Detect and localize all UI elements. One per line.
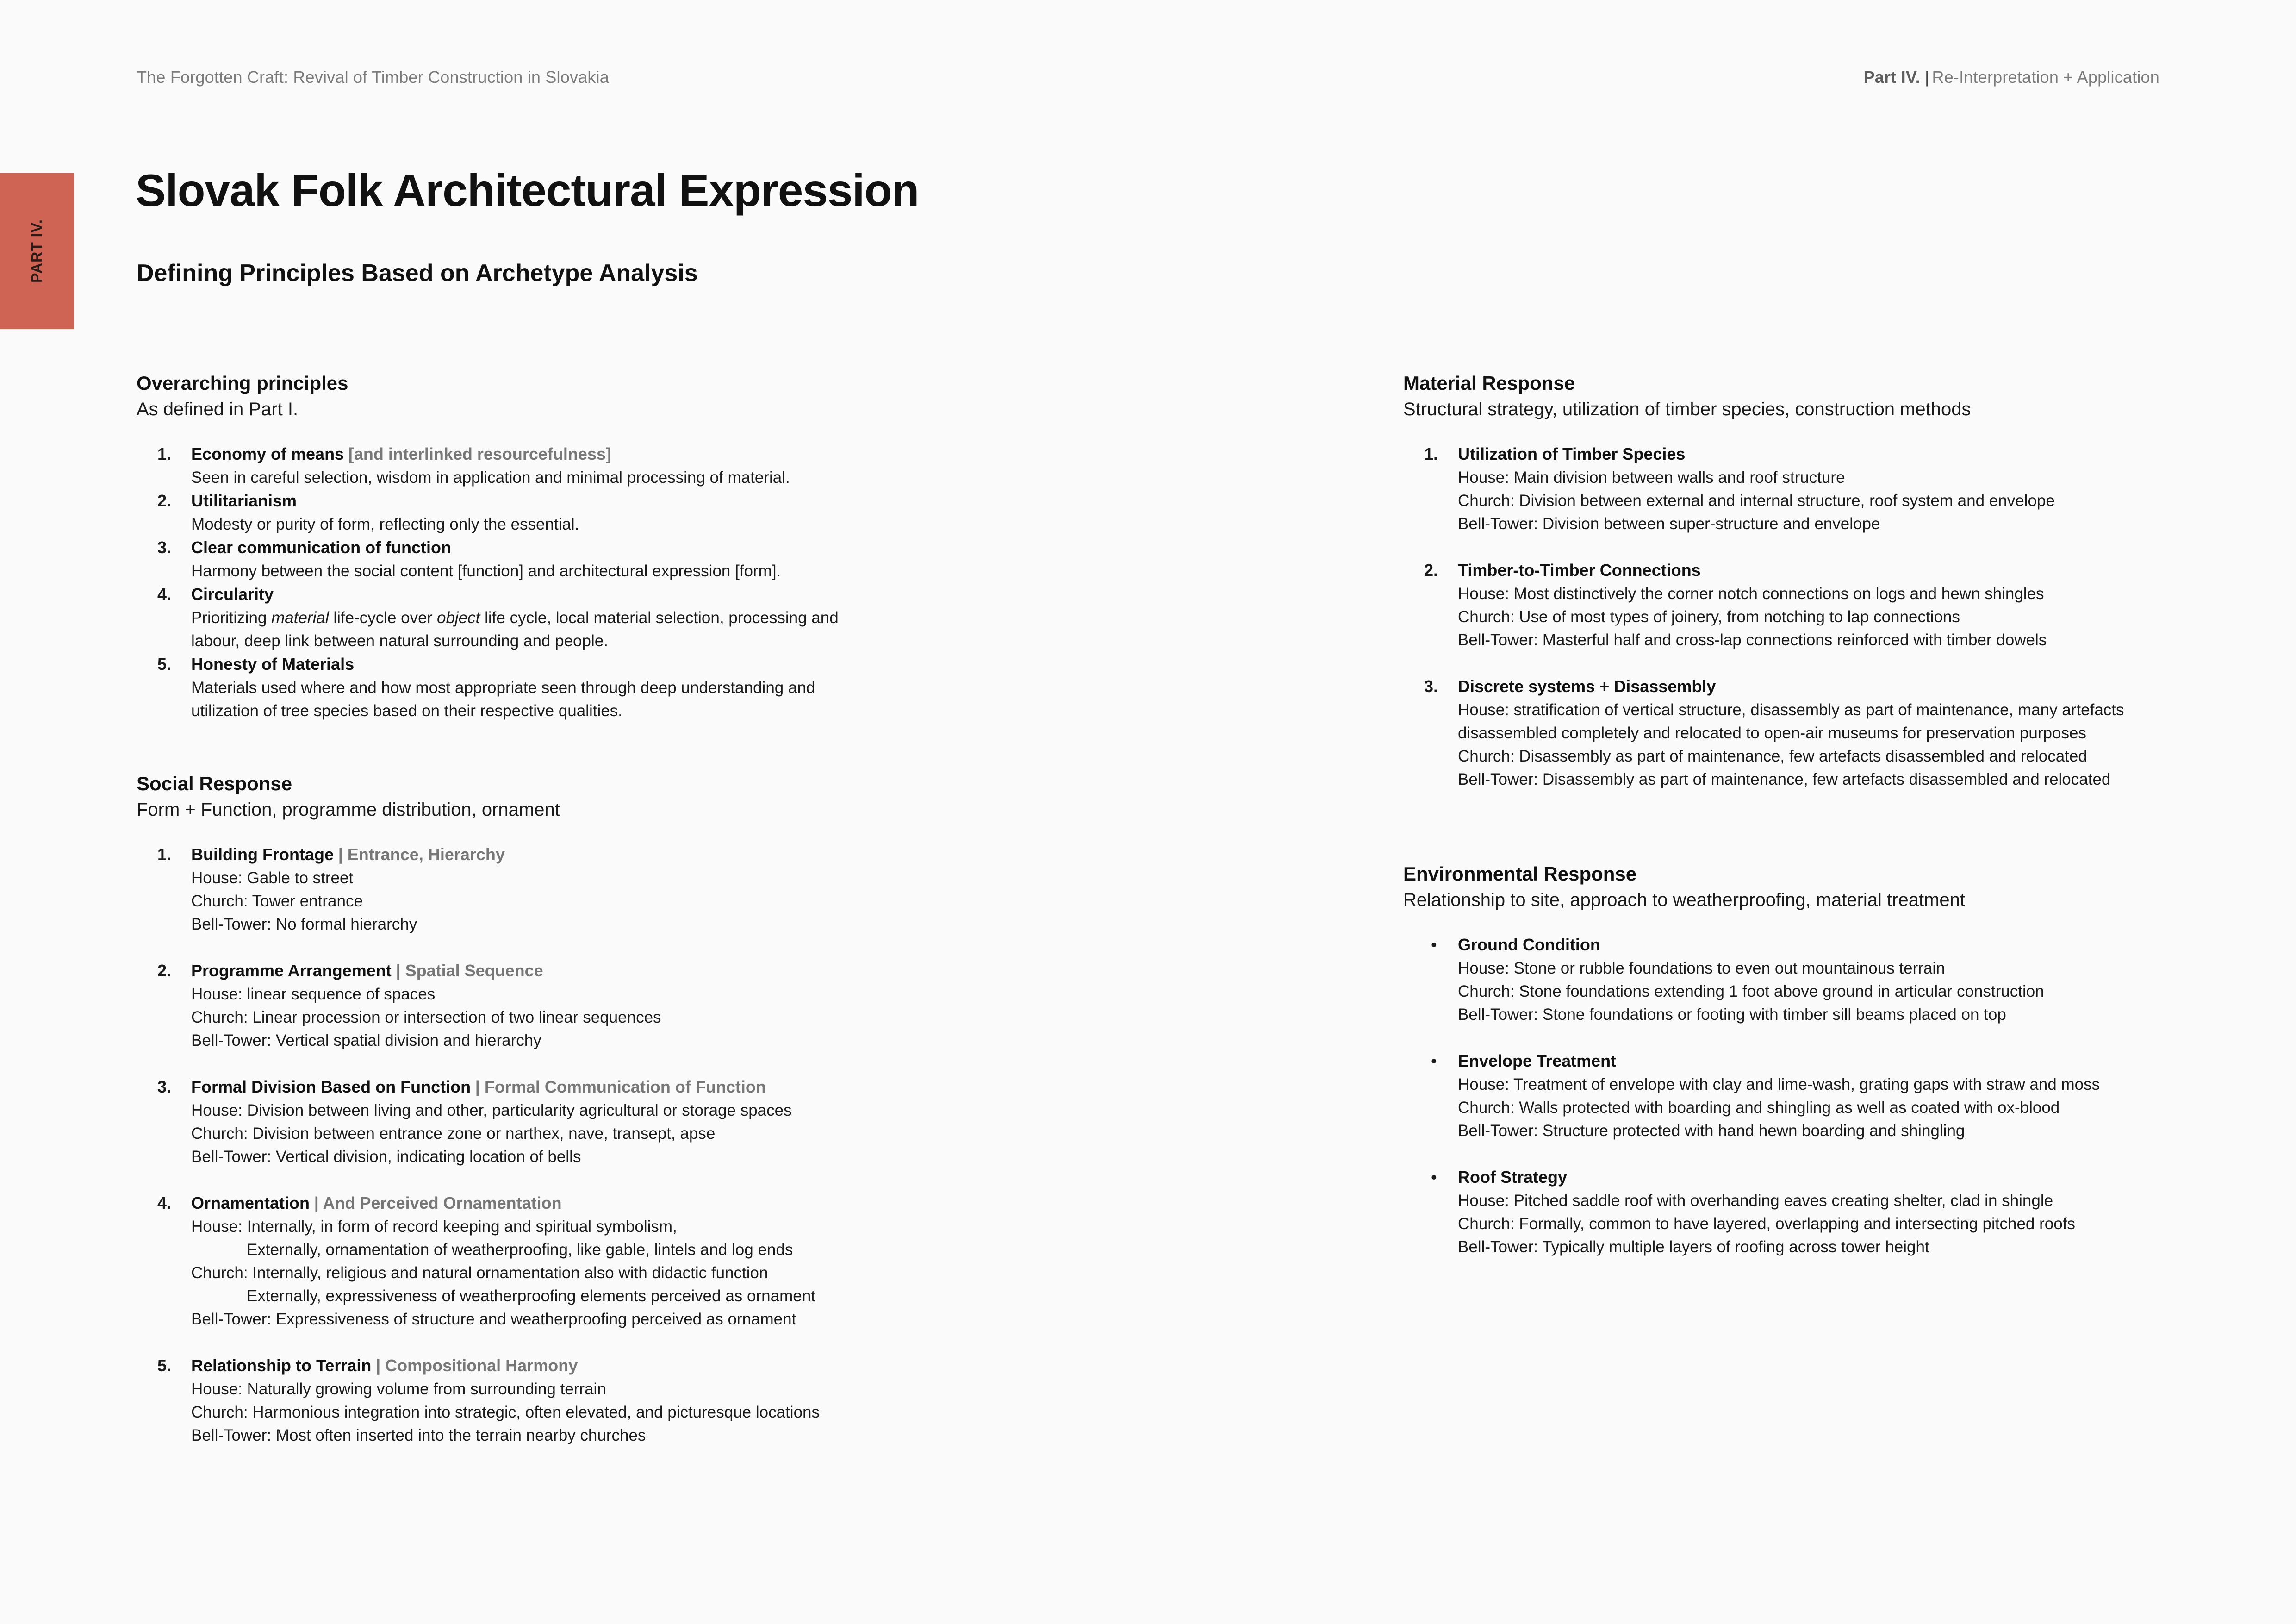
part-side-tab	[0, 173, 74, 329]
item-number: 4.	[157, 1193, 172, 1212]
item-text: Bell-Tower: Expressiveness of structure and weatherproofing perceived as ornament	[191, 1310, 796, 1328]
item-title: Building Frontage	[191, 845, 334, 864]
item-tag: | Spatial Sequence	[396, 961, 543, 980]
list-item	[137, 843, 1016, 936]
item-text: Materials used where and how most appropriate seen through deep understanding and	[191, 679, 815, 697]
item-text: Bell-Tower: Stone foundations or footing with timber sill beams placed on top	[1458, 1006, 2006, 1024]
item-text: Church: Walls protected with boarding and shingling as well as coated with ox-blood	[1458, 1099, 2060, 1117]
item-text: Church: Division between external and internal structure, roof system and envelope	[1458, 492, 2055, 510]
item-text: Externally, ornamentation of weatherproofing, like gable, lintels and log ends	[247, 1241, 793, 1259]
list-item	[137, 583, 1016, 653]
header-separator: |	[1924, 68, 1929, 87]
item-text: Bell-Tower: Most often inserted into the terrain nearby churches	[191, 1426, 646, 1444]
page-title: Slovak Folk Architectural Expression	[136, 165, 919, 216]
list-item	[1403, 559, 2283, 652]
emphasis-text: material	[271, 609, 329, 627]
list-item	[137, 1354, 1016, 1447]
section-material-response	[1403, 370, 2283, 791]
item-title: Timber-to-Timber Connections	[1458, 561, 1701, 580]
item-text: Bell-Tower: Masterful half and cross-lap connections reinforced with timber dowels	[1458, 631, 2047, 649]
item-text: House: Stone or rubble foundations to even out mountainous terrain	[1458, 959, 1945, 977]
item-text: Church: Disassembly as part of maintenance, few artefacts disassembled and relocated	[1458, 747, 2087, 765]
list-item	[137, 959, 1016, 1052]
item-number: 2.	[157, 961, 172, 980]
item-text: disassembled completely and relocated to open-air museums for preservation purposes	[1458, 724, 2086, 742]
item-text: Church: Stone foundations extending 1 foot above ground in articular construction	[1458, 982, 2044, 1000]
item-text: House: linear sequence of spaces	[191, 985, 436, 1003]
item-number: 5.	[157, 655, 172, 674]
item-text: Bell-Tower: Structure protected with hand hewn boarding and shingling	[1458, 1122, 1965, 1140]
list-item	[137, 489, 1016, 536]
item-number: 1.	[157, 444, 172, 463]
item-text: labour, deep link between natural surrounding and people.	[191, 632, 608, 650]
section-heading: Environmental Response	[1403, 863, 1637, 885]
item-text: House: stratification of vertical structure, disassembly as part of maintenance, many artefacts	[1458, 701, 2124, 719]
item-text: House: Division between living and other, particularity agricultural or storage spaces	[191, 1101, 792, 1119]
item-number: 3.	[157, 538, 172, 557]
section-overarching	[137, 370, 1016, 723]
item-title: Circularity	[191, 585, 274, 604]
item-text: Bell-Tower: Typically multiple layers of roofing across tower height	[1458, 1238, 1929, 1256]
item-title: Clear communication of function	[191, 538, 452, 557]
list-item	[1403, 933, 2283, 1026]
item-text: Church: Division between entrance zone or narthex, nave, transept, apse	[191, 1124, 716, 1143]
section-description: Form + Function, programme distribution, ornament	[137, 800, 560, 820]
item-number: 2.	[157, 491, 172, 510]
item-tag: | And Perceived Ornamentation	[314, 1193, 562, 1212]
section-description: Structural strategy, utilization of timber species, construction methods	[1403, 399, 1971, 419]
item-text: Modesty or purity of form, reflecting only the essential.	[191, 515, 579, 533]
item-text: Bell-Tower: Vertical division, indicating location of bells	[191, 1148, 581, 1166]
list-item	[137, 1075, 1016, 1168]
list-item	[1403, 675, 2283, 791]
item-title: Relationship to Terrain	[191, 1356, 372, 1375]
side-tab-label: PART IV.	[28, 219, 45, 283]
item-number: 1.	[1424, 444, 1438, 463]
item-text: Seen in careful selection, wisdom in application and minimal processing of material.	[191, 468, 790, 487]
item-number: 4.	[157, 585, 172, 604]
list-item	[1403, 443, 2283, 536]
item-text: Church: Formally, common to have layered, overlapping and intersecting pitched roofs	[1458, 1215, 2075, 1233]
item-text: Church: Linear procession or intersection of two linear sequences	[191, 1008, 661, 1026]
part-title: Re-Interpretation + Application	[1932, 68, 2159, 87]
list-item	[137, 443, 1016, 489]
item-text: House: Pitched saddle roof with overhanding eaves creating shelter, clad in shingle	[1458, 1192, 2053, 1210]
item-title: Utilization of Timber Species	[1458, 444, 1686, 463]
item-text: Bell-Tower: No formal hierarchy	[191, 915, 417, 933]
bullet-icon: •	[1431, 935, 1437, 954]
item-number: 1.	[157, 845, 172, 864]
section-heading: Social Response	[137, 773, 292, 794]
section-heading: Material Response	[1403, 372, 1575, 394]
item-text: Church: Harmonious integration into strategic, often elevated, and picturesque locations	[191, 1403, 820, 1421]
item-text: Externally, expressiveness of weatherproofing elements perceived as ornament	[247, 1287, 815, 1305]
item-tag: [and interlinked resourcefulness]	[348, 444, 611, 463]
list-item	[1403, 1049, 2283, 1143]
running-header-title: The Forgotten Craft: Revival of Timber Construction in Slovakia	[137, 68, 610, 87]
bullet-icon: •	[1431, 1168, 1437, 1187]
section-heading: Overarching principles	[137, 372, 348, 394]
item-text: Bell-Tower: Disassembly as part of maintenance, few artefacts disassembled and relocated	[1458, 770, 2111, 788]
item-number: 2.	[1424, 561, 1438, 580]
item-number: 3.	[1424, 677, 1438, 696]
item-tag: | Entrance, Hierarchy	[338, 845, 505, 864]
part-label: Part IV.	[1863, 68, 1920, 87]
item-title: Discrete systems + Disassembly	[1458, 677, 1716, 696]
item-text: Bell-Tower: Vertical spatial division and hierarchy	[191, 1031, 541, 1049]
section-social-response	[137, 771, 1016, 1447]
item-title: Economy of means	[191, 444, 344, 463]
list-item	[137, 653, 1016, 723]
item-title: Programme Arrangement	[191, 961, 392, 980]
item-text: Harmony between the social content [function] and architectural expression [form].	[191, 562, 781, 580]
item-title: Ground Condition	[1458, 935, 1600, 954]
section-description: As defined in Part I.	[137, 399, 299, 419]
item-title: Roof Strategy	[1458, 1168, 1568, 1187]
section-description: Relationship to site, approach to weatherproofing, material treatment	[1403, 890, 1966, 910]
item-text: Prioritizing material life-cycle over object life cycle, local material selection, processing and	[191, 609, 839, 627]
item-text: Church: Use of most types of joinery, from notching to lap connections	[1458, 608, 1960, 626]
item-tag: | Compositional Harmony	[376, 1356, 578, 1375]
item-text: House: Internally, in form of record keeping and spiritual symbolism,	[191, 1218, 677, 1236]
section-environmental-response	[1403, 861, 2283, 1259]
item-text: Bell-Tower: Division between super-structure and envelope	[1458, 515, 1880, 533]
item-text: Church: Internally, religious and natural ornamentation also with didactic function	[191, 1264, 768, 1282]
item-text: House: Treatment of envelope with clay and lime-wash, grating gaps with straw and moss	[1458, 1075, 2100, 1093]
item-title: Honesty of Materials	[191, 655, 355, 674]
item-text: House: Naturally growing volume from surrounding terrain	[191, 1380, 606, 1398]
running-header-part	[1864, 68, 2159, 87]
bullet-icon: •	[1431, 1051, 1437, 1070]
item-text: Church: Tower entrance	[191, 892, 363, 910]
list-item	[137, 536, 1016, 583]
emphasis-text: object	[437, 609, 480, 627]
list-item	[1403, 1166, 2283, 1259]
item-text: House: Gable to street	[191, 869, 354, 887]
item-title: Formal Division Based on Function	[191, 1077, 471, 1096]
item-title: Envelope Treatment	[1458, 1051, 1617, 1070]
item-number: 3.	[157, 1077, 172, 1096]
item-title: Utilitarianism	[191, 491, 297, 510]
item-tag: | Formal Communication of Function	[475, 1077, 766, 1096]
item-text: House: Most distinctively the corner notch connections on logs and hewn shingles	[1458, 585, 2044, 603]
item-text: House: Main division between walls and roof structure	[1458, 468, 1845, 487]
item-number: 5.	[157, 1356, 172, 1375]
item-text: utilization of tree species based on their respective qualities.	[191, 702, 622, 720]
item-title: Ornamentation	[191, 1193, 310, 1212]
list-item	[137, 1192, 1016, 1331]
page-subtitle: Defining Principles Based on Archetype Analysis	[137, 260, 698, 287]
